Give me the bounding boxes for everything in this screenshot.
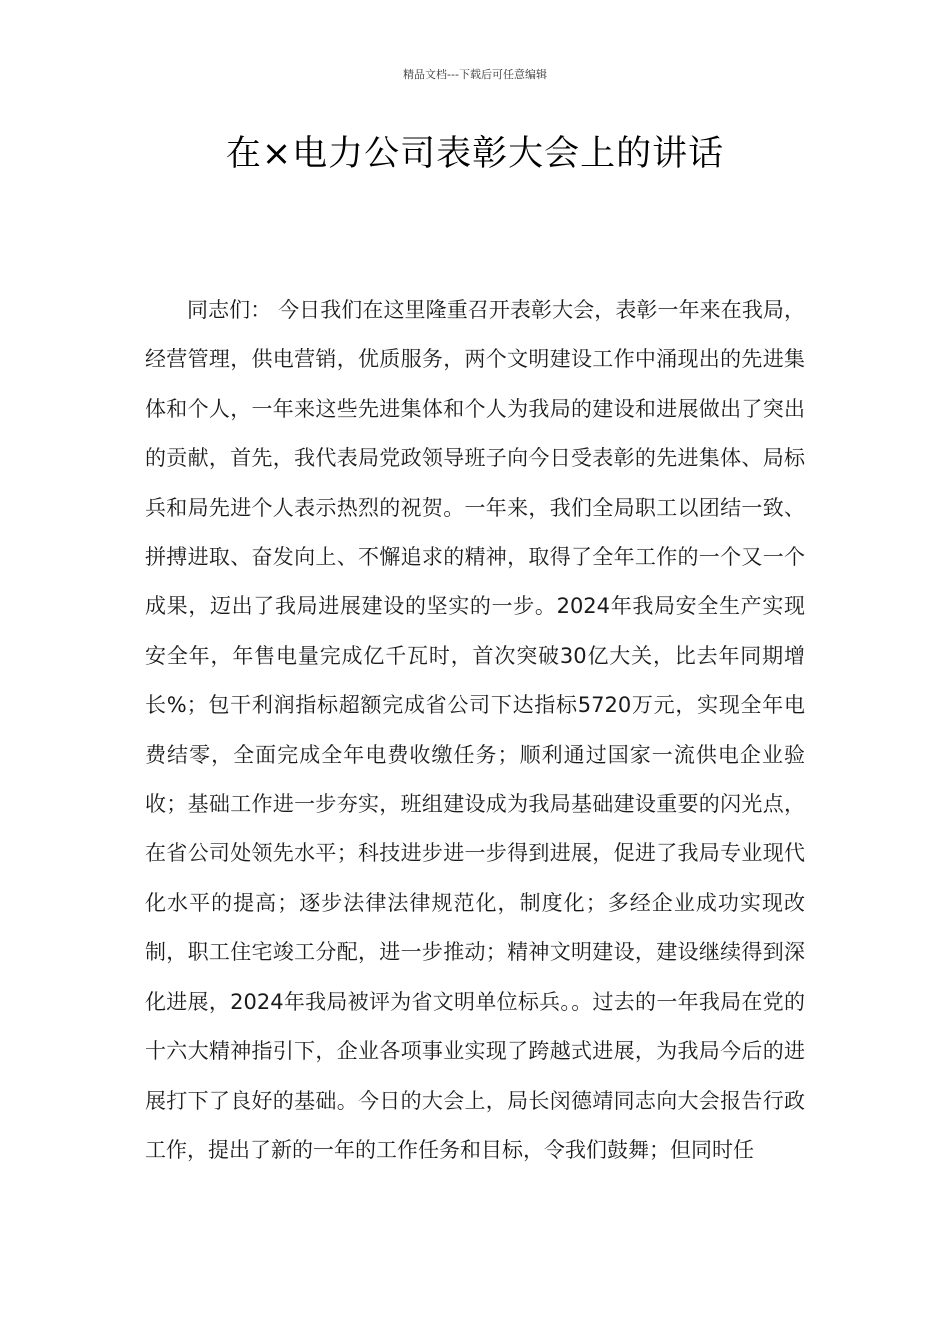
page-title: 在×电力公司表彰大会上的讲话 xyxy=(225,134,725,174)
header-note: 精品文档---下载后可任意编辑 xyxy=(403,68,547,81)
body-paragraph: 同志们： 今日我们在这里隆重召开表彰大会，表彰一年来在我局，经营管理，供电营销，优质服务，两个文明建设工作中涌现出的先进集体和个人，一年来这些先进集体和个人为我局的建设和进展做出了突出的贡献，首先，我代表局党政领导班子向今日受表彰的先进集体、局标兵和局先进个人表示热烈的祝贺。一年来，我们全局职工以团结一致、拼搏进取、奋发向上、不懈追求的精神，取得了全年工作的一个又一个成果，迈出了我局进展建设的坚实的一步。2024年我局安全生产实现安全年，年售电量完成亿千瓦时，首次突破30亿大关，比去年同期增长%；包干利润指标超额完成省公司下达指标5720万元，实现全年电费结零，全面完成全年电费收缴任务；顺利通过国家一流供电企业验收；基础工作进一步夯实，班组建设成为我局基础建设重要的闪光点，在省公司处领先水平；科技进步进一步得到进展，促进了我局专业现代化水平的提高；逐步法律法律规范化，制度化；多经企业成功实现改制，职工住宅竣工分配，进一步推动；精神文明建设，建设继续得到深化进展，2024年我局被评为省文明单位标兵。。过去的一年我局在党的十六大精神指引下，企业各项事业实现了跨越式进展，为我局今后的进展打下了良好的基础。今日的大会上，局长闵德靖同志向大会报告行政工作，提出了新的一年的工作任务和目标，令我们鼓舞；但同时任 xyxy=(145,298,805,1162)
